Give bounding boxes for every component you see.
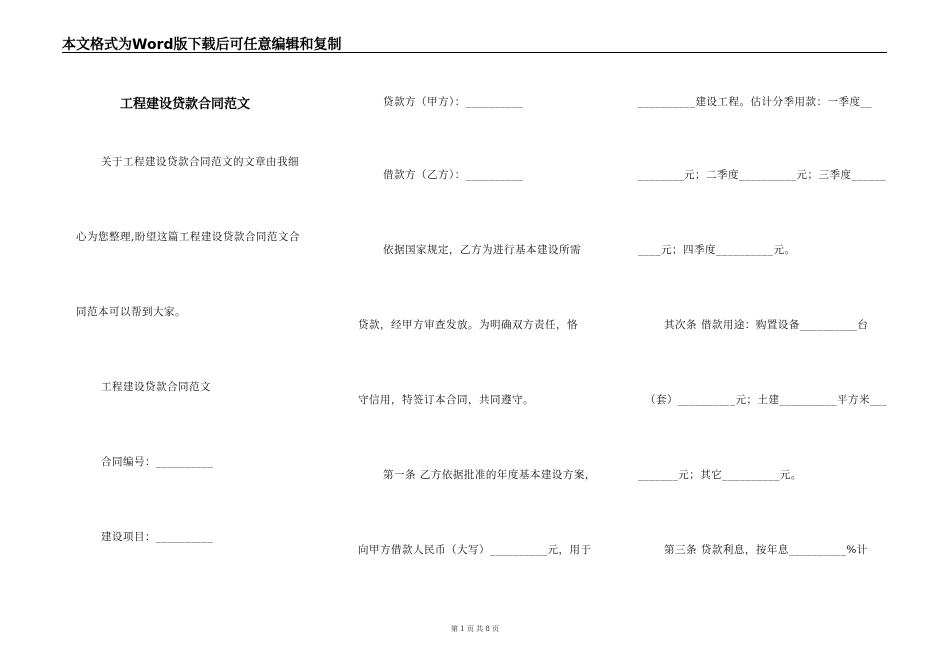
- col1-line-3: 同范本可以帮到大家。: [76, 306, 186, 318]
- col2-line-3: 依据国家规定，乙方为进行基本建设所需: [383, 244, 581, 256]
- col3-line-5: （套）__________元；土建__________平方米___: [645, 394, 888, 406]
- col1-line-1: 关于工程建设贷款合同范文的文章由我细: [101, 156, 299, 168]
- page-title: 工程建设贷款合同范文: [120, 97, 251, 112]
- col2-line-7: 向甲方借款人民币（大写）__________元，用于: [358, 544, 592, 556]
- col2-line-6: 第一条 乙方依据批准的年度基本建设方案，: [383, 469, 596, 481]
- header-divider: [62, 52, 887, 53]
- col3-line-4: 其次条 借款用途：购置设备__________台: [664, 319, 869, 331]
- col3-line-2: ________元；二季度__________元；三季度______: [638, 169, 886, 181]
- construction-project-field: 建设项目：__________: [101, 531, 214, 543]
- col3-line-7: 第三条 贷款利息，按年息__________%计: [664, 544, 868, 556]
- col3-line-3: ____元；四季度__________元。: [638, 244, 796, 256]
- page-number: 第 1 页 共 8 页: [450, 625, 500, 633]
- borrower-field: 借款方（乙方）：__________: [383, 169, 524, 181]
- document-header: 本文格式为Word版下载后可任意编辑和复制: [62, 37, 342, 53]
- contract-number-field: 合同编号：__________: [101, 456, 214, 468]
- lender-field: 贷款方（甲方）：__________: [383, 96, 524, 108]
- col2-line-5: 守信用，特签订本合同，共同遵守。: [358, 394, 534, 406]
- col3-line-6: _______元；其它__________元。: [638, 469, 802, 481]
- col2-line-4: 贷款，经甲方审查发放。为明确双方责任，恪: [358, 319, 578, 331]
- col3-line-1: __________建设工程。估计分季用款：一季度__: [638, 96, 872, 108]
- col1-line-2: 心为您整理,盼望这篇工程建设贷款合同范文合: [76, 231, 300, 243]
- col1-line-4: 工程建设贷款合同范文: [101, 381, 211, 393]
